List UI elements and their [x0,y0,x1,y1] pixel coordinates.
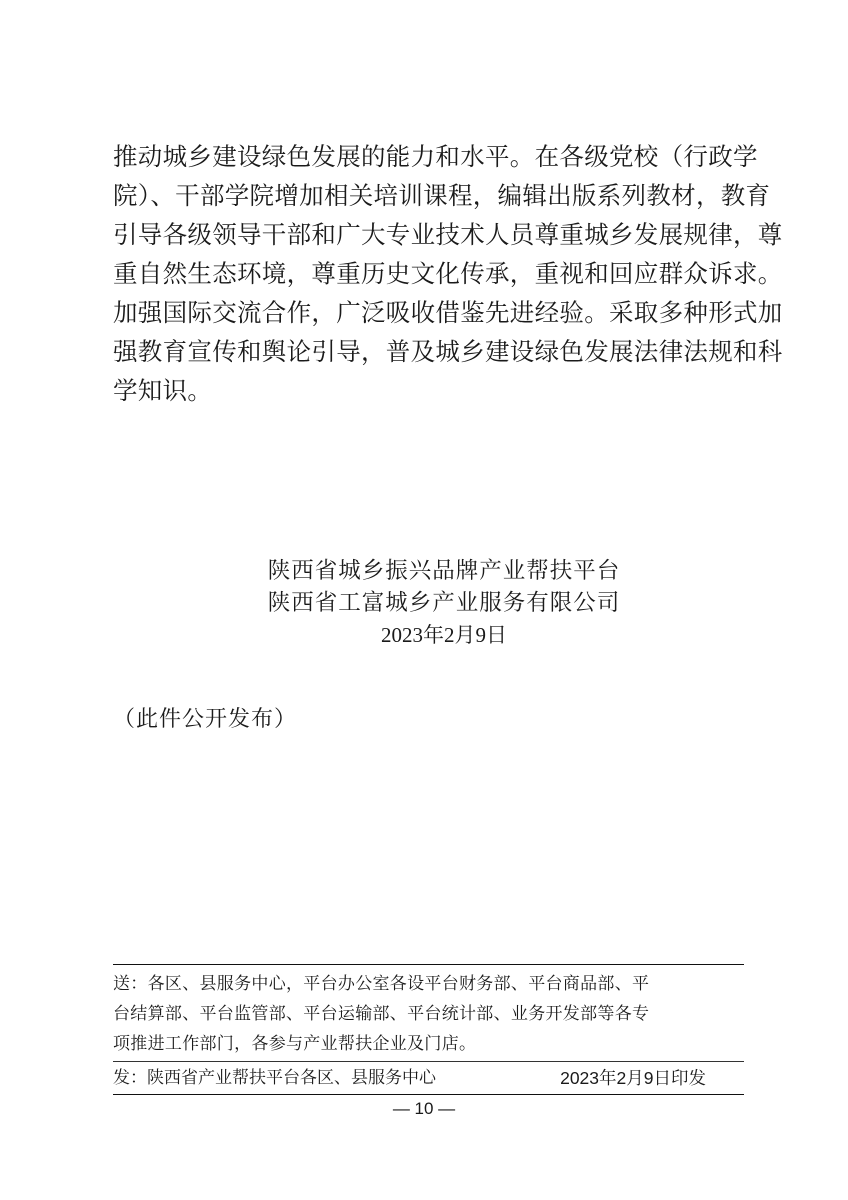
issue-row [113,1062,744,1094]
recipients-line: 送：各区、县服务中心，平台办公室各设平台财务部、平台商品部、平 [113,974,650,994]
page-number: — 10 — [392,1099,456,1118]
paragraph-line: 重自然生态环境，尊重历史文化传承，重视和回应群众诉求。 [113,259,783,288]
paragraph-line: 加强国际交流合作，广泛吸收借鉴先进经验。采取多种形式加 [113,298,783,327]
bottom-rule [113,1094,744,1095]
paragraph-line: 推动城乡建设绿色发展的能力和水平。在各级党校（行政学 [113,142,758,171]
paragraph-line: 院）、干部学院增加相关培训课程，编辑出版系列教材，教育 [113,181,771,210]
public-release-note: （此件公开发布） [113,707,298,732]
signature-org-1: 陕西省城乡振兴品牌产业帮扶平台 [267,558,621,584]
recipients-line: 台结算部、平台监管部、平台运输部、平台统计部、业务开发部等各专 [113,1004,650,1024]
signature-date: 2023年2月9日 [381,623,507,647]
recipients-list [113,965,744,1061]
body-paragraph [113,137,783,410]
issue-date: 2023年2月9日印发 [560,1068,706,1088]
recipients-line: 项推进工作部门，各参与产业帮扶企业及门店。 [113,1034,477,1054]
paragraph-line: 强教育宣传和舆论引导，普及城乡建设绿色发展法律法规和科 [113,337,783,366]
issuer: 发：陕西省产业帮扶平台各区、县服务中心 [113,1068,436,1088]
distribution-block [113,964,744,1095]
paragraph-line: 学知识。 [113,376,213,405]
signature-org-2: 陕西省工富城乡产业服务有限公司 [267,590,621,616]
signature-block [200,555,688,651]
paragraph-line: 引导各级领导干部和广大专业技术人员尊重城乡发展规律，尊 [113,220,783,249]
